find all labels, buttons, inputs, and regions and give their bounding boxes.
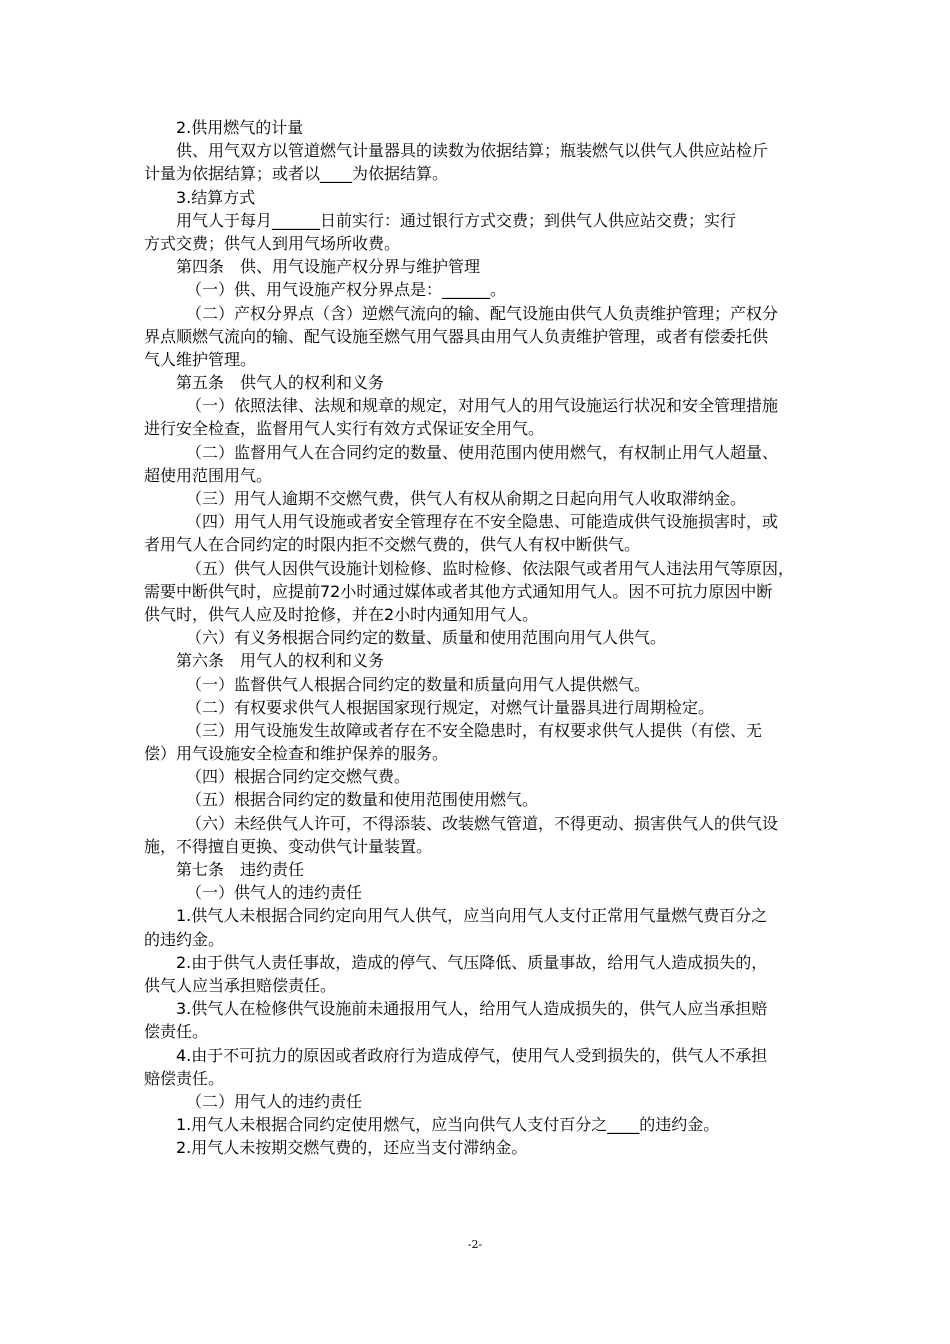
text-line: （五）根据合同约定的数量和使用范围使用燃气。 [186,790,539,810]
page-number: -2- [467,1238,483,1251]
text-line: 偿）用气设施安全检查和维护保养的服务。 [144,744,449,764]
text-line: （二）产权分界点（含）逆燃气流向的输、配气设施由供气人负责维护管理；产权分 [186,303,779,323]
text-line: （六）未经供气人许可，不得添装、改装燃气管道，不得更动、损害供气人的供气设 [186,813,779,833]
text-line: 第四条 供、用气设施产权分界与维护管理 [176,257,481,277]
text-line: （五）供气人因供气设施计划检修、监时检修、依法限气或者用气人违法用气等原因， [186,558,795,578]
text-line: 供气人应当承担赔偿责任。 [144,975,337,995]
text-line: （四）用气人用气设施或者安全管理存在不安全隐患、可能造成供气设施损害时，或 [186,512,779,532]
text-line: （二）监督用气人在合同约定的数量、使用范围内使用燃气，有权制止用气人超量、 [186,442,779,462]
text-line: 赔偿责任。 [144,1068,225,1088]
text-line: 气人维护管理。 [144,349,257,369]
text-line: （三）用气设施发生故障或者存在不安全隐患时，有权要求供气人提供（有偿、无 [186,720,763,740]
text-line: 2.供用燃气的计量 [176,118,304,137]
text-line: （二）有权要求供气人根据国家现行规定，对燃气计量器具进行周期检定。 [186,697,715,717]
text-line: 2.由于供气人责任事故，造成的停气、气压降低、质量事故，给用气人造成损失的， [176,952,768,972]
text-line: （一）供、用气设施产权分界点是：______。 [186,280,507,300]
text-line: 偿责任。 [144,1022,209,1042]
text-line: 的违约金。 [144,929,225,949]
text-line: （四）根据合同约定交燃气费。 [186,767,411,787]
document-body [144,116,809,1159]
text-line: 供气时，供气人应及时抢修，并在2小时内通知用气人。 [144,604,539,624]
text-line: （一）监督供气人根据合同约定的数量和质量向用气人提供燃气。 [186,674,651,694]
text-line: 界点顺燃气流向的输、配气设施至燃气用气器具由用气人负责维护管理，或者有偿委托供 [144,326,769,346]
text-line: 计量为依据结算；或者以____为依据结算。 [144,164,449,184]
text-line: 第五条 供气人的权利和义务 [176,373,385,393]
text-line: 1.用气人未根据合同约定使用燃气，应当向供气人支付百分之____的违约金。 [176,1115,720,1135]
text-line: 用气人于每月______日前实行：通过银行方式交费；到供气人供应站交费；实行 [176,210,737,230]
text-line: 3.供气人在检修供气设施前未通报用气人，给用气人造成损失的，供气人应当承担赔 [176,999,768,1019]
text-line: 1.供气人未根据合同约定向用气人供气，应当向用气人支付正常用气量燃气费百分之 [176,906,768,926]
text-line: 施，不得擅自更换、变动供气计量装置。 [144,836,433,856]
text-line: 供、用气双方以管道燃气计量器具的读数为依据结算；瓶装燃气以供气人供应站检斤 [176,141,769,161]
text-line: （二）用气人的违约责任 [186,1091,363,1111]
text-line: 进行安全检查，监督用气人实行有效方式保证安全用气。 [144,419,545,439]
text-line: 2.用气人未按期交燃气费的，还应当支付滞纳金。 [176,1138,528,1158]
text-line: （一）供气人的违约责任 [186,883,363,903]
text-line: 第七条 违约责任 [176,860,305,879]
text-line: 者用气人在合同约定的时限内拒不交燃气费的，供气人有权中断供气。 [144,535,641,555]
text-line: （一）依照法律、法规和规章的规定，对用气人的用气设施运行状况和安全管理措施 [186,396,779,416]
text-line: 3.结算方式 [176,187,256,207]
text-line: 4.由于不可抗力的原因或者政府行为造成停气，使用气人受到损失的，供气人不承担 [176,1045,768,1065]
text-line: 需要中断供气时，应提前72小时通过媒体或者其他方式通知用气人。因不可抗力原因中断 [144,581,773,601]
text-line: 超使用范围用气。 [144,465,273,485]
text-line: （三）用气人逾期不交燃气费，供气人有权从俞期之日起向用气人收取滞纳金。 [186,489,747,508]
text-line: （六）有义务根据合同约定的数量、质量和使用范围向用气人供气。 [186,628,667,648]
text-line: 第六条 用气人的权利和义务 [176,651,385,671]
text-line: 方式交费；供气人到用气场所收费。 [144,233,401,253]
